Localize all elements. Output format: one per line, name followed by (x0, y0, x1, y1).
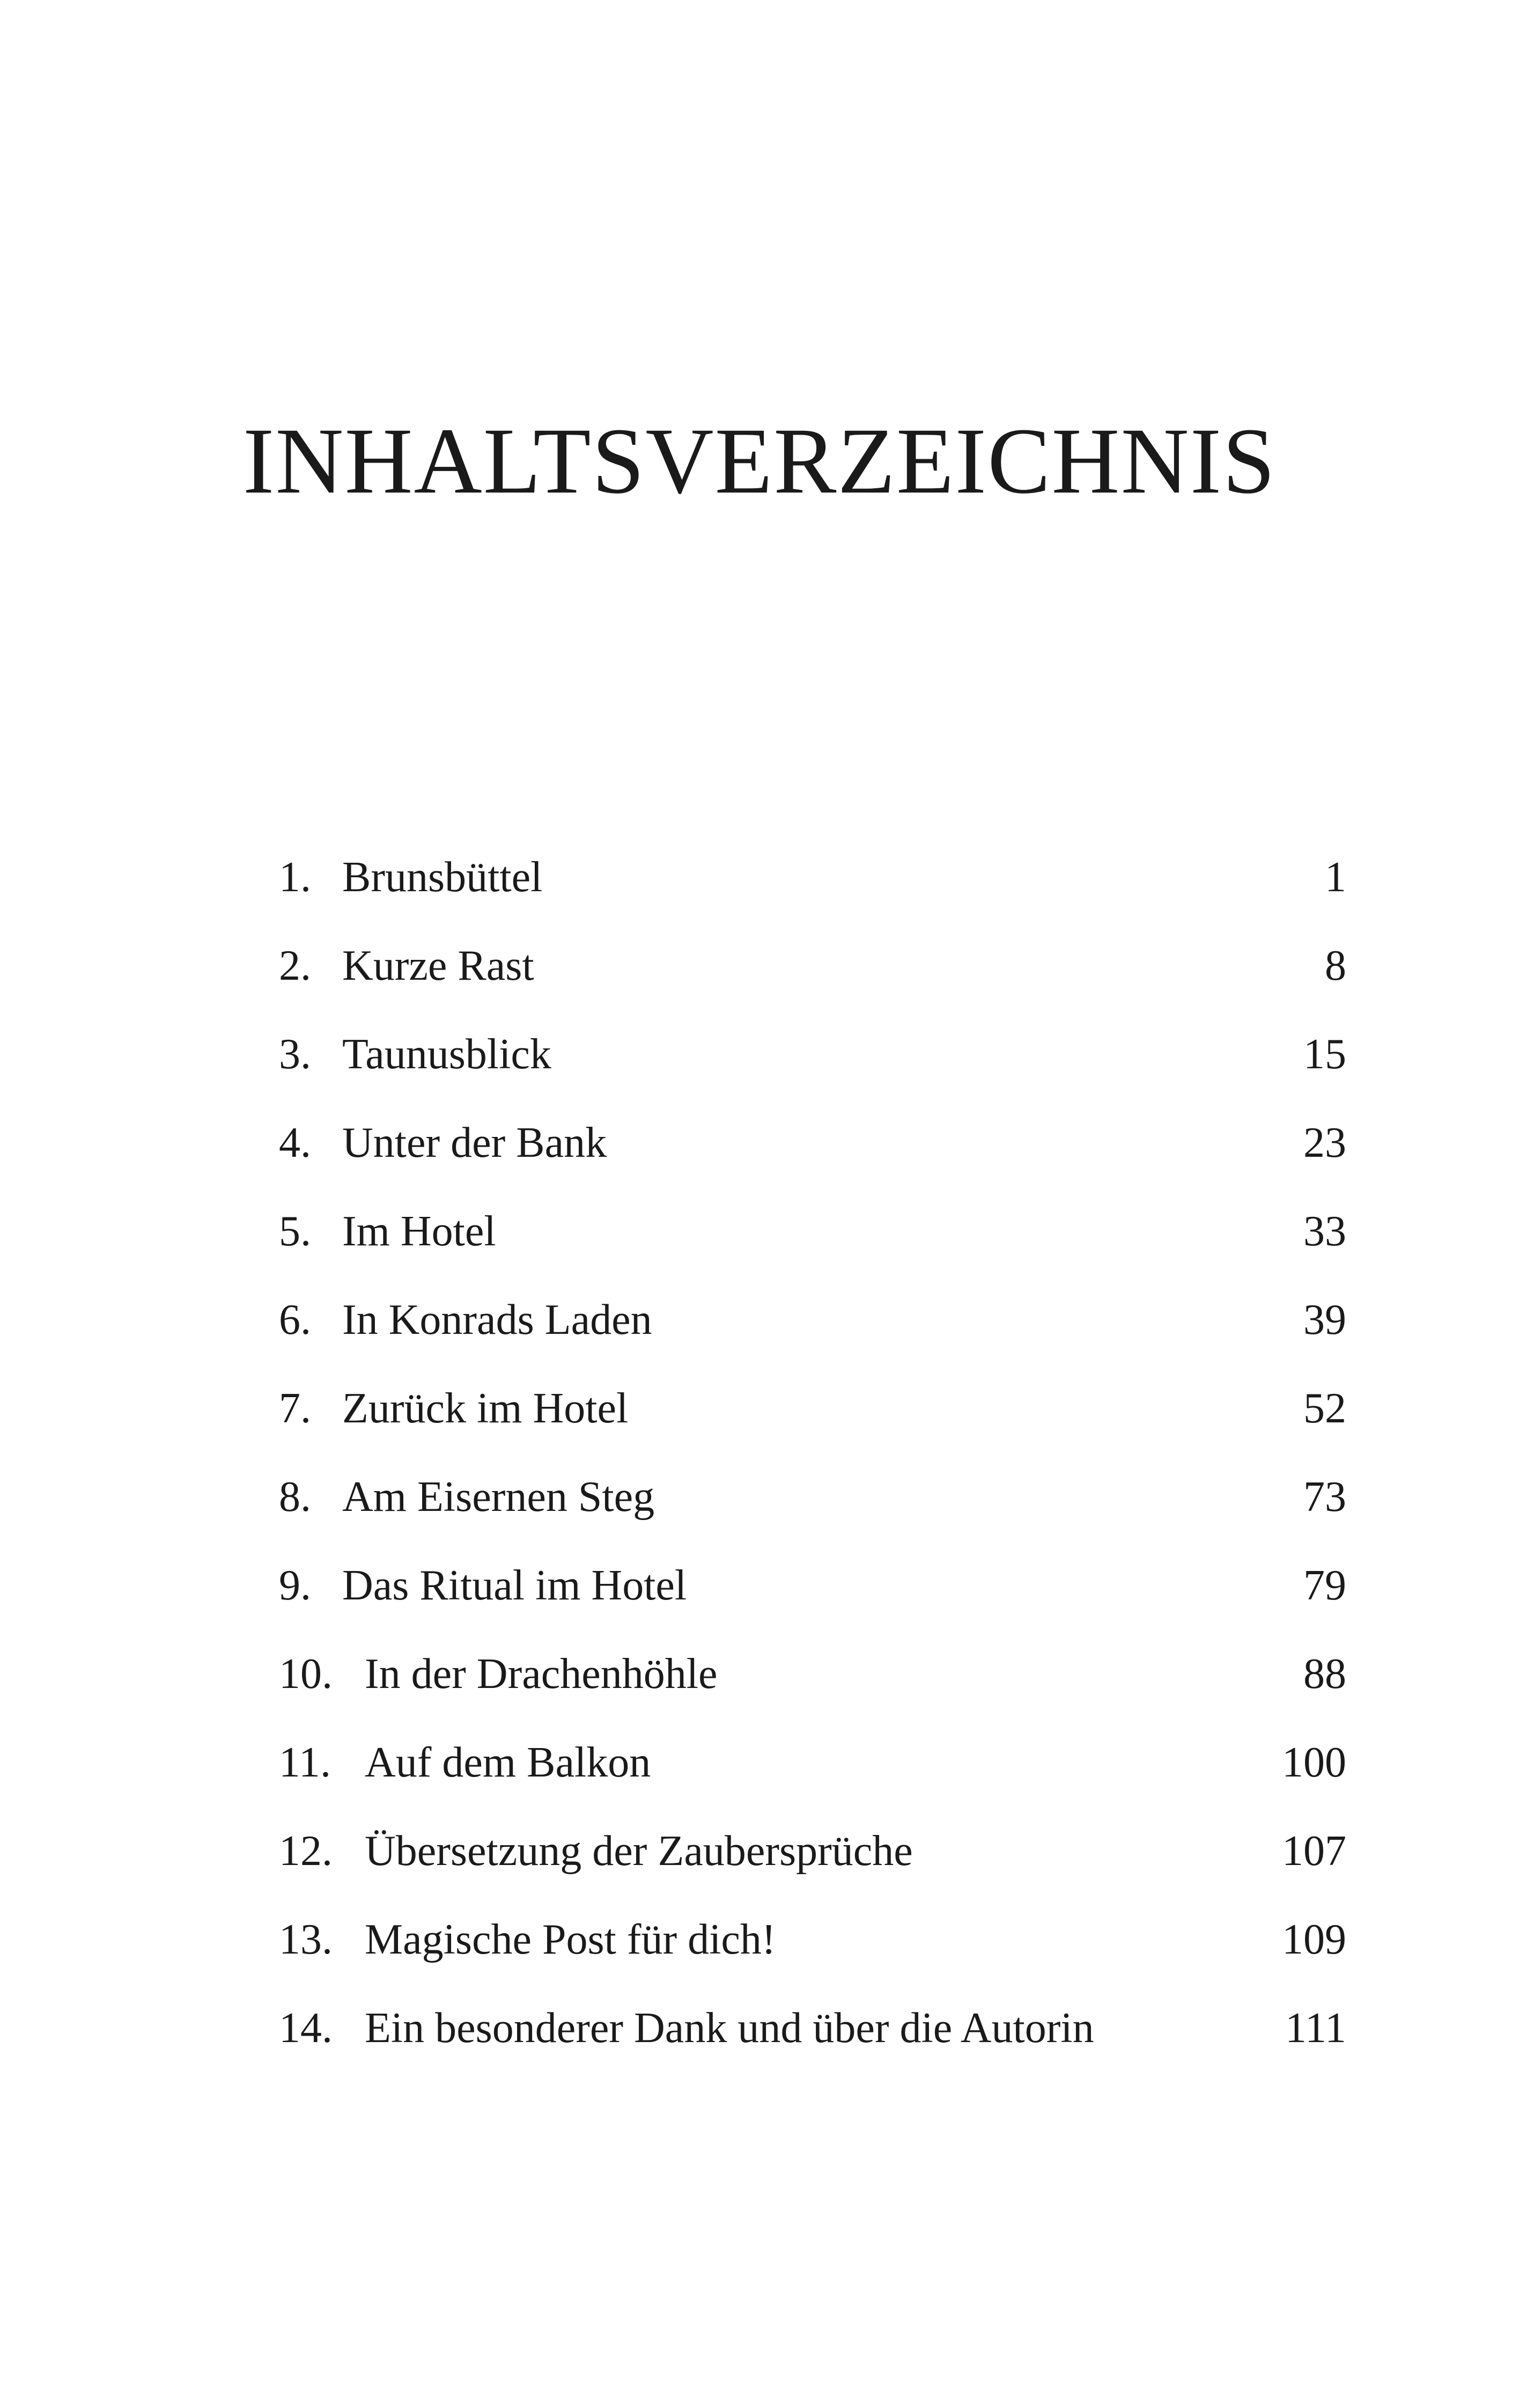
table-of-contents (279, 848, 1346, 2087)
toc-entry-title: Brunsbüttel (342, 854, 543, 901)
toc-entry-title: Zurück im Hotel (342, 1385, 629, 1432)
toc-entry (279, 1202, 1346, 1290)
toc-entry-title: Im Hotel (342, 1208, 496, 1255)
toc-entry-page: 15 (1303, 1031, 1346, 1078)
toc-entry-title: Das Ritual im Hotel (342, 1562, 687, 1609)
toc-entry-number: 10. (279, 1650, 333, 1698)
toc-entry-number: 11. (279, 1739, 331, 1786)
toc-entry-number: 5. (279, 1208, 311, 1255)
toc-entry-page: 8 (1325, 942, 1346, 989)
toc-entry (279, 1999, 1346, 2087)
toc-entry-title: Kurze Rast (342, 942, 534, 989)
toc-entry-page: 33 (1303, 1208, 1346, 1255)
toc-entry-number: 3. (279, 1031, 311, 1078)
toc-entry-page: 111 (1285, 2005, 1346, 2052)
toc-entry (279, 1733, 1346, 1822)
toc-entry-title: Taunusblick (342, 1031, 551, 1078)
toc-entry (279, 1822, 1346, 1910)
toc-entry-number: 1. (279, 854, 311, 901)
toc-entry-number: 6. (279, 1296, 311, 1344)
toc-entry (279, 1290, 1346, 1379)
toc-entry-title: Am Eisernen Steg (342, 1473, 655, 1521)
toc-entry-number: 14. (279, 2005, 333, 2052)
toc-entry (279, 1025, 1346, 1113)
toc-entry (279, 848, 1346, 936)
toc-entry-title: Ein besonderer Dank und über die Autorin (365, 2005, 1094, 2052)
toc-entry-number: 2. (279, 942, 311, 989)
toc-entry-page: 23 (1303, 1119, 1346, 1166)
toc-entry-page: 39 (1303, 1296, 1346, 1344)
toc-entry-number: 12. (279, 1827, 333, 1875)
toc-entry-title: Auf dem Balkon (365, 1739, 651, 1786)
toc-entry (279, 936, 1346, 1025)
toc-entry (279, 1556, 1346, 1645)
page-title: INHALTSVERZEICHNIS (242, 409, 1277, 513)
toc-entry (279, 1113, 1346, 1202)
toc-entry-title: Magische Post für dich! (365, 1916, 776, 1963)
toc-entry-number: 8. (279, 1473, 311, 1521)
toc-entry-page: 73 (1303, 1473, 1346, 1521)
toc-entry-title: In der Drachenhöhle (365, 1650, 718, 1698)
toc-entry-number: 9. (279, 1562, 311, 1609)
toc-entry-number: 7. (279, 1385, 311, 1432)
toc-entry-title: In Konrads Laden (342, 1296, 652, 1344)
toc-entry-page: 1 (1325, 854, 1346, 901)
toc-entry-number: 13. (279, 1916, 333, 1963)
toc-entry-title: Übersetzung der Zaubersprüche (365, 1827, 913, 1875)
toc-entry-page: 109 (1282, 1916, 1346, 1963)
toc-entry (279, 1645, 1346, 1733)
toc-entry-number: 4. (279, 1119, 311, 1166)
toc-entry-title: Unter der Bank (342, 1119, 607, 1166)
toc-entry-page: 100 (1282, 1739, 1346, 1786)
toc-entry-page: 79 (1303, 1562, 1346, 1609)
toc-entry-page: 88 (1303, 1650, 1346, 1698)
toc-entry (279, 1467, 1346, 1556)
toc-entry-page: 52 (1303, 1385, 1346, 1432)
toc-entry-page: 107 (1282, 1827, 1346, 1875)
toc-entry (279, 1379, 1346, 1467)
toc-entry (279, 1910, 1346, 1999)
